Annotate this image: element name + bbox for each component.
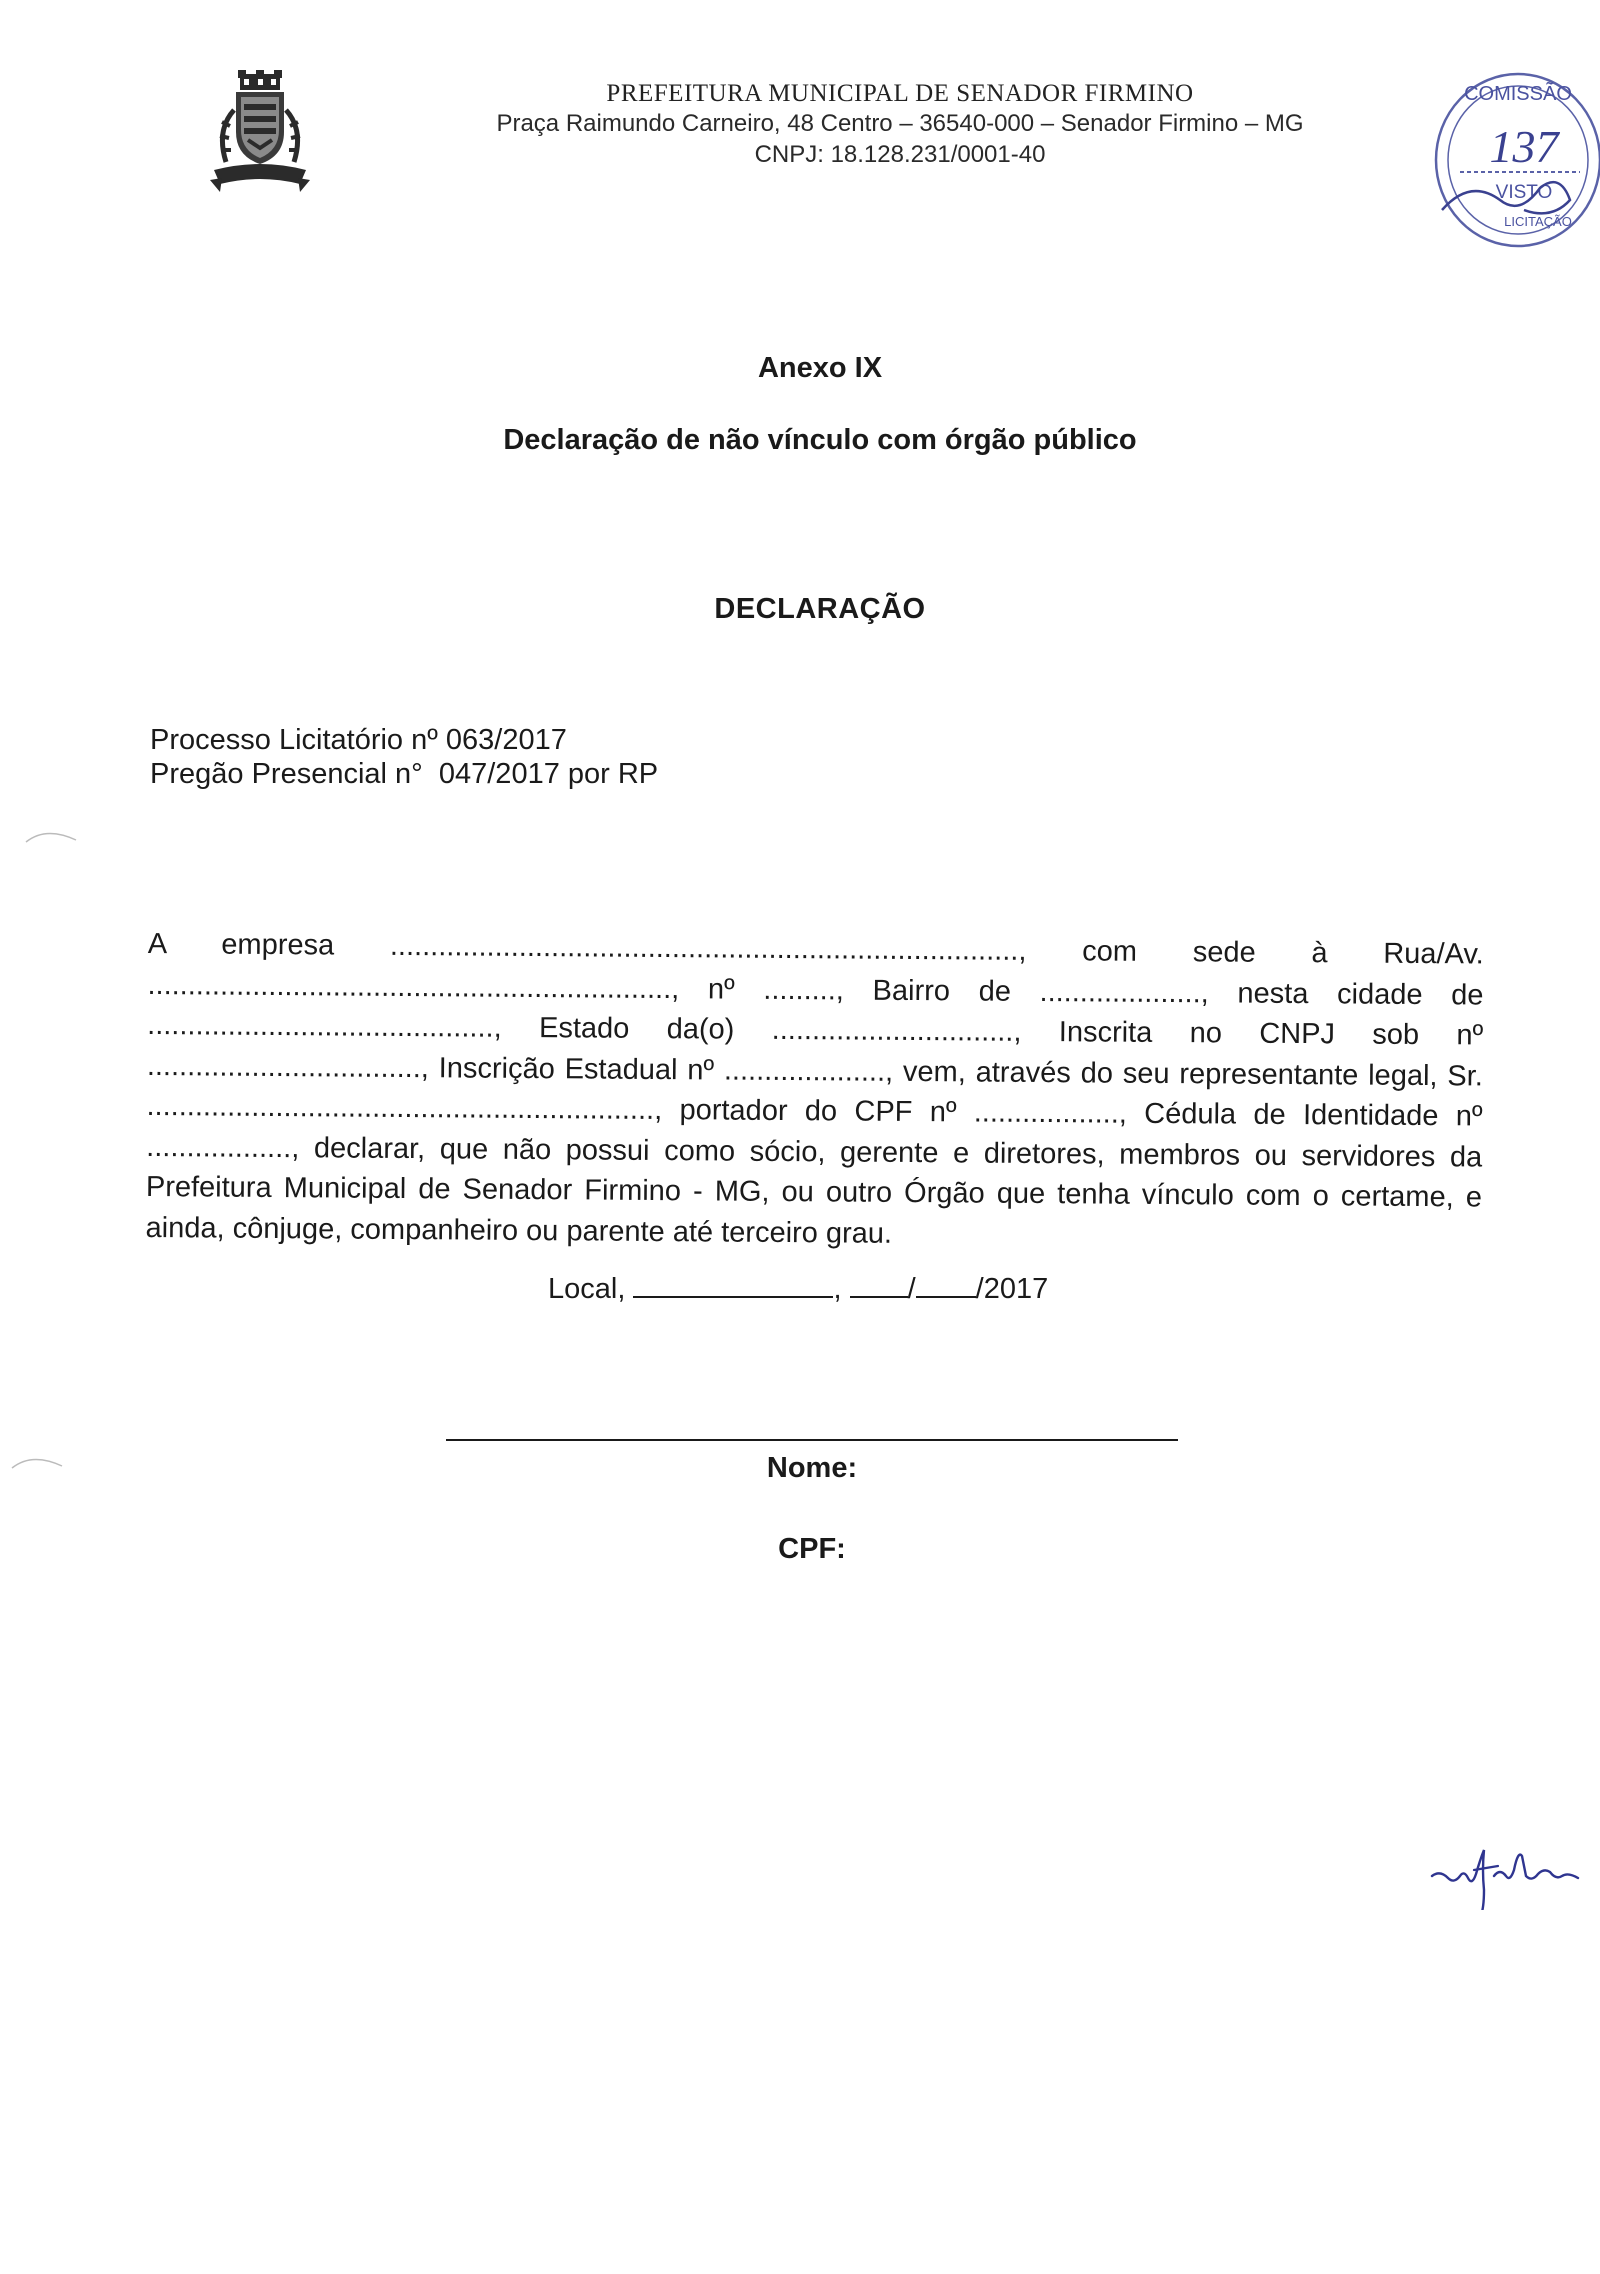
stamp-number: 137 [1489,121,1559,172]
local-day-blank [850,1274,908,1298]
auction-number: Pregão Presencial n° 047/2017 por RP [150,758,659,790]
municipal-coat-of-arms [208,70,312,194]
local-comma: , [833,1273,842,1305]
annex-subtitle: Declaração de não vínculo com órgão público [503,424,1137,456]
scan-punch-mark [22,822,82,852]
declaration-body [145,924,1484,1258]
local-city-blank [633,1274,833,1298]
local-month-blank [916,1274,976,1298]
local-date-line [548,1273,1048,1306]
stamp-bottom-text: LICITAÇÃO [1504,214,1572,229]
signature-line [446,1439,1178,1441]
municipality-address: Praça Raimundo Carneiro, 48 Centro – 36540-000 – Senador Firmino – MG [496,110,1304,137]
local-label: Local, [548,1273,626,1305]
declaration-text: A empresa .............................................................................., com sede à Rua/Av. ................................................................., nº ........., Bairro de ...................., nesta cidade de ..........................................., Estado da(o) .............................., Inscrita no CNPJ sob nº .................................., Inscrição Estadual nº ...................., vem, através do seu representante legal, Sr. ..............................................................., portador do CPF nº .................., Cédula de Identidade nº .................., declarar, que não possui como sócio, gerente e diretores, membros ou servidores da Prefeitura Municipal de Senador Firmino - MG, ou outro Órgão que tenha vínculo com o certame, e ainda, cônjuge, companheiro ou parente até terceiro grau. [145,927,1484,1250]
cpf-label: CPF: [778,1533,846,1565]
municipality-cnpj: CNPJ: 18.128.231/0001-40 [754,141,1046,168]
local-year: /2017 [975,1273,1049,1305]
commission-stamp [1420,60,1600,255]
name-label: Nome: [766,1452,858,1484]
letterhead [380,80,1420,170]
process-number: Processo Licitatório nº 063/2017 [150,724,567,756]
handwritten-rubric [1428,1820,1588,1910]
local-slash: / [907,1273,916,1305]
declaration-heading: DECLARAÇÃO [714,593,926,625]
annex-title: Anexo IX [757,352,883,384]
stamp-top-text: COMISSÃO [1464,83,1572,105]
municipality-title: PREFEITURA MUNICIPAL DE SENADOR FIRMINO [606,80,1194,107]
scan-punch-mark [8,1448,68,1478]
stamp-middle-text: VISTO [1495,182,1553,203]
